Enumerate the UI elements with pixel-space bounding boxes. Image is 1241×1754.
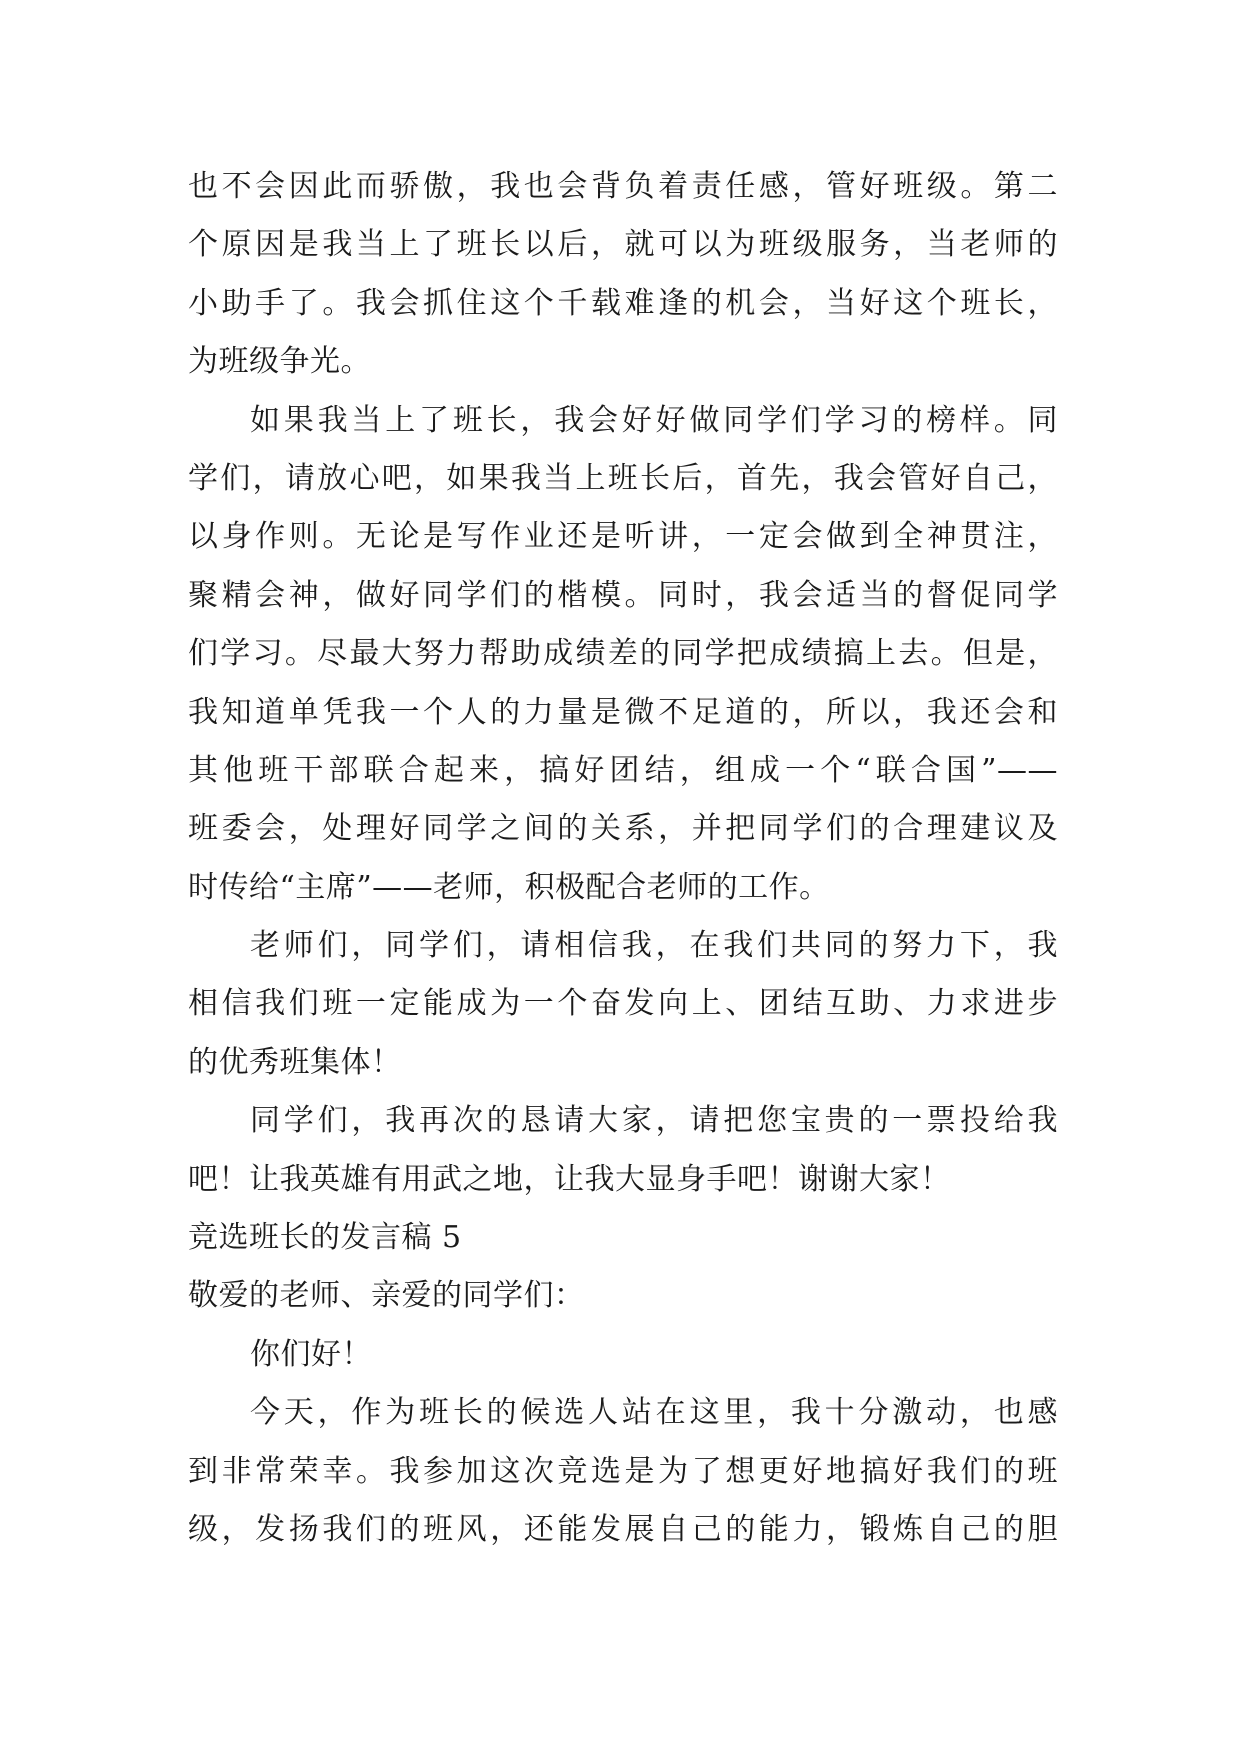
text-line: 的优秀班集体！	[188, 1044, 402, 1080]
text-line: 如果我当上了班长，我会好好做同学们学习的榜样。同	[250, 402, 1058, 438]
text-line: 吧！让我英雄有用武之地，让我大显身手吧！谢谢大家！	[188, 1161, 951, 1197]
text-line: 你们好！	[250, 1336, 372, 1372]
text-line: 同学们，我再次的恳请大家，请把您宝贵的一票投给我	[250, 1103, 1058, 1139]
text-line: 相信我们班一定能成为一个奋发向上、团结互助、力求进步	[188, 986, 1058, 1022]
text-line: 们学习。尽最大努力帮助成绩差的同学把成绩搞上去。但是，	[188, 636, 1058, 672]
text-line: 也不会因此而骄傲，我也会背负着责任感，管好班级。第二	[188, 169, 1058, 204]
document-body	[188, 158, 1058, 1559]
text-line: 竞选班长的发言稿 5	[188, 1220, 462, 1256]
text-line: 学们，请放心吧，如果我当上班长后，首先，我会管好自己，	[188, 460, 1058, 496]
text-line: 小助手了。我会抓住这个千载难逢的机会，当好这个班长，	[188, 285, 1058, 321]
text-line: 我知道单凭我一个人的力量是微不足道的，所以，我还会和	[188, 694, 1058, 730]
text-line: 到非常荣幸。我参加这次竞选是为了想更好地搞好我们的班	[188, 1453, 1058, 1489]
text-line: 个原因是我当上了班长以后，就可以为班级服务，当老师的	[188, 227, 1058, 263]
text-line: 老师们，同学们，请相信我，在我们共同的努力下，我	[250, 928, 1058, 964]
text-line: 以身作则。无论是写作业还是听讲，一定会做到全神贯注，	[188, 519, 1058, 555]
text-line: 时传给“主席”——老师，积极配合老师的工作。	[188, 869, 830, 905]
text-line: 聚精会神，做好同学们的楷模。同时，我会适当的督促同学	[188, 577, 1058, 613]
text-line: 敬爱的老师、亲爱的同学们：	[188, 1278, 585, 1314]
text-line: 级，发扬我们的班风，还能发展自己的能力，锻炼自己的胆	[188, 1511, 1058, 1547]
text-line: 其他班干部联合起来，搞好团结，组成一个“联合国”——	[188, 752, 1058, 788]
text-line: 班委会，处理好同学之间的关系，并把同学们的合理建议及	[188, 811, 1058, 847]
text-line: 今天，作为班长的候选人站在这里，我十分激动，也感	[250, 1395, 1058, 1431]
text-line: 为班级争光。	[188, 344, 371, 380]
